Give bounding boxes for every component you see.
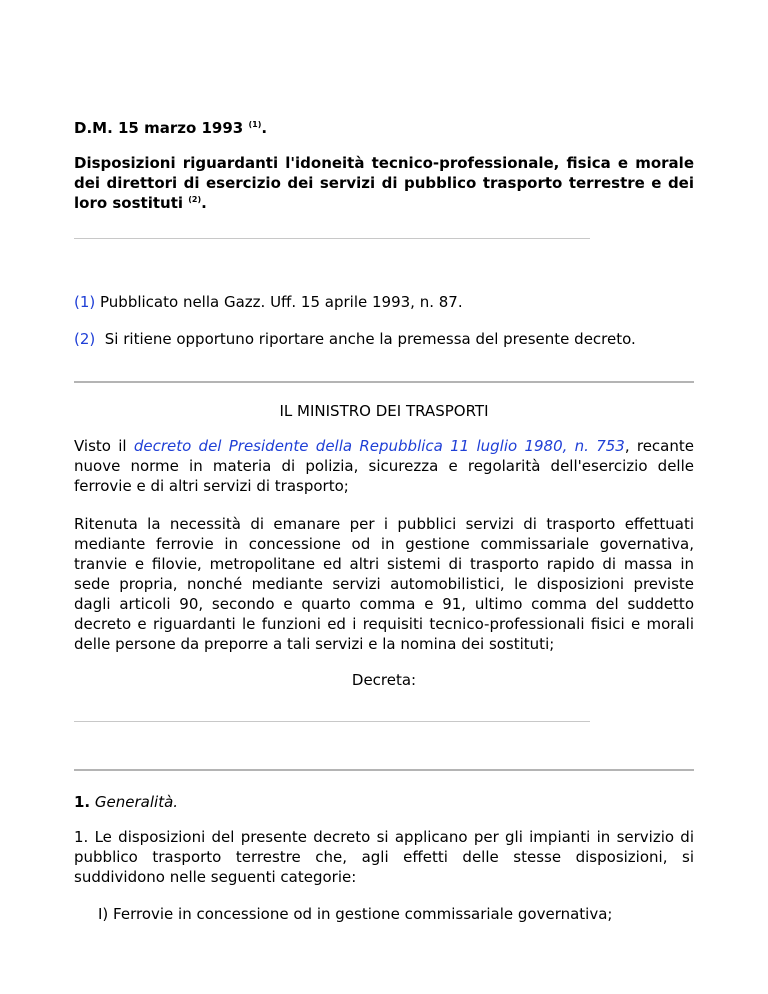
decreta-heading: Decreta: — [351, 671, 417, 689]
visto-paragraph — [74, 436, 694, 496]
visto-pre: Visto il — [74, 437, 134, 455]
article-number: 1. — [74, 793, 91, 811]
divider — [74, 238, 590, 239]
list-item: I) Ferrovie in concessione od in gestione commissariale governativa; — [98, 905, 613, 923]
article-title: Generalità. — [90, 793, 179, 811]
decree-subtitle-end: . — [201, 194, 207, 212]
section-divider — [74, 769, 694, 771]
footnote-ref-2[interactable]: (2) — [188, 195, 202, 204]
decree-subtitle — [74, 153, 694, 213]
decree-subtitle-text: Disposizioni riguardanti l'idoneità tecnico-professionale, fisica e morale dei direttori di esercizio dei servizi di pubblico trasporto terrestre e dei loro sostituti — [74, 154, 694, 212]
section-divider — [74, 381, 694, 383]
decree-title — [74, 118, 267, 138]
footnote-1 — [74, 292, 694, 312]
decree-title-end: . — [261, 119, 268, 137]
footnote-2-text: Si ritiene opportuno riportare anche la premessa del presente decreto. — [95, 330, 636, 348]
ritenuta-paragraph: Ritenuta la necessità di emanare per i pubblici servizi di trasporto effettuati mediante ferrovie in concessione od in gestione commissariale governativa, tranvie e filovie, metropolitane ed altri sistemi di trasporto rapido di massa in sede propria, nonché mediante servizi automobilistici, le disposizioni previste dagli articoli 90, secondo e quarto comma e 91, ultimo comma del suddetto decreto e riguardanti le funzioni ed i requisiti tecnico-professionali fisici e morali delle persone da preporre a tali servizi e la nomina dei sostituti; — [74, 515, 694, 653]
footnote-ref-1[interactable]: (1) — [248, 120, 262, 129]
minister-heading: IL MINISTRO DEI TRASPORTI — [279, 402, 489, 420]
footnote-2 — [74, 329, 694, 349]
divider — [74, 721, 590, 722]
footnote-1-text: Pubblicato nella Gazz. Uff. 15 aprile 1993, n. 87. — [95, 293, 463, 311]
footnote-2-number[interactable]: (2) — [74, 330, 96, 348]
visto-post: , recante nuove norme in materia di polizia, sicurezza e regolarità dell'esercizio delle ferrovie e di altri servizi di trasporto; — [74, 437, 694, 495]
footnote-1-number[interactable]: (1) — [74, 293, 96, 311]
article-paragraph-1: 1. Le disposizioni del presente decreto si applicano per gli impianti in servizio di pubblico trasporto terrestre che, agli effetti delle stesse disposizioni, si suddividono nelle seguenti categorie: — [74, 828, 694, 886]
decree-title-text: D.M. 15 marzo 1993 — [74, 119, 244, 137]
article-heading — [74, 792, 694, 812]
dpr-753-link[interactable]: decreto del Presidente della Repubblica 11 luglio 1980, n. 753 — [133, 437, 625, 455]
